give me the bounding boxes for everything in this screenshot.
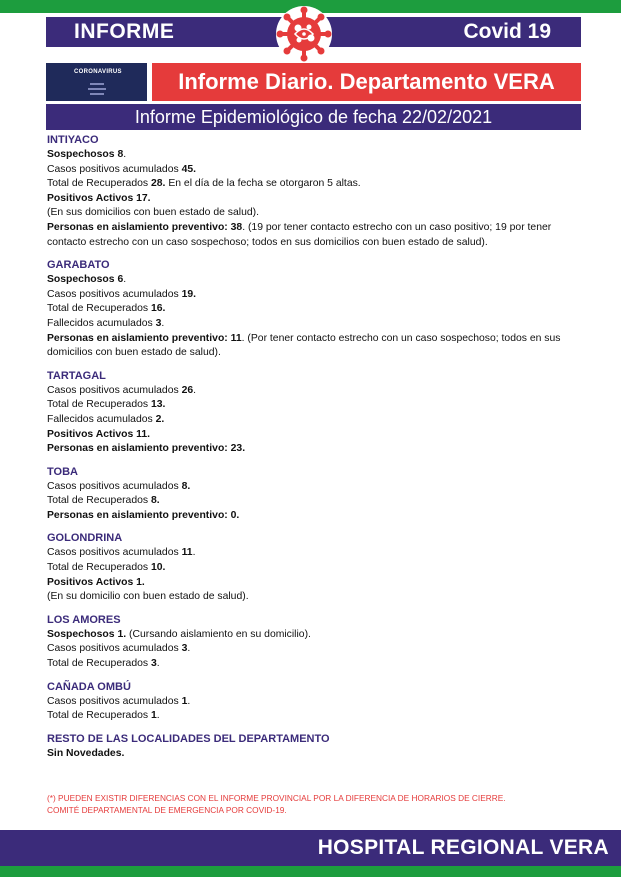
report-line-segment: Total de Recuperados: [47, 710, 151, 722]
report-line-segment: .: [192, 547, 196, 559]
report-line: [47, 747, 567, 762]
report-line-segment: En el día de la fecha se otorgaron 5 altas.: [165, 178, 361, 190]
report-line-segment: 3: [155, 317, 162, 329]
report-line: [47, 332, 567, 361]
subtitle-bar: [46, 104, 581, 130]
coronavirus-thumbnail: [46, 63, 147, 101]
virus-logo-icon: [276, 6, 332, 62]
report-line: [47, 561, 567, 576]
report-line-segment: 45.: [181, 163, 197, 175]
locality-name: TOBA: [47, 465, 78, 478]
report-line-segment: .: [193, 384, 197, 396]
report-line: [47, 709, 567, 724]
locality-name: GARABATO: [47, 259, 110, 272]
report-line-segment: 1: [181, 695, 188, 707]
report-line-segment: Positivos Activos 17.: [47, 192, 151, 204]
report-line-segment: Casos positivos acumulados: [47, 480, 182, 492]
report-line-segment: 13.: [150, 399, 166, 411]
page-title: Informe Diario. Departamento VERA: [178, 69, 555, 94]
report-line-segment: Fallecidos acumulados: [47, 317, 156, 329]
report-line-segment: . (Por tener contacto estrecho con un caso sospechoso; todos en sus domicilios con buen estado de salud).: [47, 332, 561, 359]
locality-section: [47, 680, 567, 724]
report-line-segment: 2.: [155, 413, 165, 425]
title-banner: [152, 63, 581, 101]
footer-bar: [0, 830, 621, 866]
report-line-segment: Sospechosos 6: [47, 274, 124, 286]
locality-name: TARTAGAL: [47, 369, 106, 382]
report-line: [47, 590, 567, 605]
report-line-segment: . (19 por tener contacto estrecho con un caso positivo; 19 por tener contacto estrecho con un caso sospechoso; todos en sus domicilios con buen estado de salud).: [47, 221, 552, 248]
locality-section: [47, 613, 567, 672]
report-content: [47, 133, 567, 769]
report-line: [47, 413, 567, 428]
report-line-segment: Personas en aislamiento preventivo: 23.: [47, 443, 246, 455]
report-line-segment: Casos positivos acumulados: [47, 163, 182, 175]
report-line-segment: Total de Recuperados: [47, 399, 151, 411]
report-line: [47, 442, 567, 457]
report-line-segment: Casos positivos acumulados: [47, 695, 182, 707]
locality-section: [47, 531, 567, 604]
report-line: [47, 695, 567, 710]
footnote-line: COMITÉ DEPARTAMENTAL DE EMERGENCIA POR COVID-19.: [47, 805, 287, 815]
report-line-segment: 3: [150, 658, 157, 670]
report-line-segment: (En sus domicilios con buen estado de salud).: [47, 207, 259, 219]
report-line-segment: 1: [150, 710, 157, 722]
report-line: [47, 480, 567, 495]
report-line: [47, 192, 567, 207]
report-line-segment: Sospechosos 1.: [47, 628, 127, 640]
report-line-segment: .: [187, 695, 191, 707]
report-line-segment: Casos positivos acumulados: [47, 288, 182, 300]
locality-section: [47, 369, 567, 457]
report-line-segment: Positivos Activos 11.: [47, 428, 150, 440]
report-line: [47, 273, 567, 288]
report-line-segment: .: [156, 710, 160, 722]
header-right-label: Covid 19: [463, 20, 551, 43]
report-line-segment: 8: [117, 149, 124, 160]
locality-name: RESTO DE LAS LOCALIDADES DEL DEPARTAMENTO: [47, 732, 330, 745]
locality-name: INTIYACO: [47, 134, 99, 146]
locality-section: [47, 732, 567, 762]
report-line: [47, 221, 567, 250]
report-line-segment: Sin Novedades.: [47, 747, 125, 759]
report-line-segment: Casos positivos acumulados: [47, 547, 182, 559]
report-line-segment: 10.: [150, 562, 166, 574]
footnote-line: (*) PUEDEN EXISTIR DIFERENCIAS CON EL INFORME PROVINCIAL POR LA DIFERENCIA DE HORARIOS DE CIERRE.: [47, 793, 506, 803]
report-line: [47, 494, 567, 509]
report-line: [47, 163, 567, 178]
report-line-segment: (Cursando aislamiento en su domicilio).: [126, 628, 311, 640]
report-line-segment: 11: [181, 547, 193, 559]
report-line: [47, 576, 567, 591]
thumbnail-label: CORONAVIRUS: [74, 69, 122, 75]
report-line-segment: Total de Recuperados: [47, 495, 151, 507]
locality-section: [47, 258, 567, 361]
report-line-segment: Total de Recuperados: [47, 303, 151, 315]
report-line-segment: Casos positivos acumulados: [47, 643, 182, 655]
report-line-segment: Personas en aislamiento preventivo: 11: [47, 332, 242, 344]
report-line-segment: Total de Recuperados: [47, 562, 151, 574]
report-line: [47, 509, 567, 524]
thumbnail-line: [90, 93, 104, 95]
report-line-segment: 26: [181, 384, 194, 396]
report-line-segment: 19.: [181, 288, 197, 300]
report-line-segment: Total de Recuperados: [47, 178, 151, 190]
report-line: [47, 384, 567, 399]
report-line: [47, 206, 567, 221]
locality-section: [47, 133, 567, 250]
locality-section: [47, 465, 567, 524]
report-line-segment: 28.: [150, 178, 166, 190]
thumbnail-line: [88, 88, 106, 90]
report-line: [47, 428, 567, 443]
report-line: [47, 398, 567, 413]
locality-name: GOLONDRINA: [47, 532, 123, 545]
locality-name: CAÑADA OMBÚ: [47, 680, 131, 693]
report-line-segment: .: [187, 643, 191, 655]
report-line-segment: Fallecidos acumulados: [47, 413, 156, 425]
report-line-segment: .: [123, 149, 127, 160]
report-line-segment: Total de Recuperados: [47, 658, 151, 670]
report-line-segment: Sospechosos: [47, 149, 118, 160]
report-line-segment: Personas en aislamiento preventivo: 38: [47, 221, 243, 233]
report-line-segment: Personas en aislamiento preventivo: 0.: [47, 509, 240, 521]
report-line: [47, 317, 567, 332]
report-line-segment: 8.: [181, 480, 191, 492]
report-line-segment: 8.: [150, 495, 160, 507]
report-line: [47, 148, 567, 163]
report-line-segment: 3: [181, 643, 188, 655]
report-line: [47, 546, 567, 561]
report-line: [47, 288, 567, 303]
report-line: [47, 302, 567, 317]
report-line-segment: Positivos Activos 1.: [47, 576, 145, 588]
report-line-segment: .: [161, 317, 165, 329]
report-line-segment: .: [156, 658, 160, 670]
footer-hospital-name: HOSPITAL REGIONAL VERA: [317, 836, 609, 859]
report-line: [47, 177, 567, 192]
report-line-segment: Casos positivos acumulados: [47, 384, 182, 396]
report-line-segment: 16.: [150, 303, 166, 315]
report-line: [47, 642, 567, 657]
report-line: [47, 628, 567, 643]
report-line-segment: .: [123, 274, 127, 286]
footnotes: [47, 792, 587, 816]
report-date-subtitle: Informe Epidemiológico de fecha 22/02/2021: [134, 107, 493, 127]
report-line: [47, 657, 567, 672]
bottom-green-stripe: [0, 866, 621, 877]
header-left-label: INFORME: [74, 20, 175, 43]
thumbnail-line: [90, 83, 104, 85]
locality-name: LOS AMORES: [47, 613, 121, 626]
report-line-segment: (En su domicilio con buen estado de salud).: [47, 591, 249, 603]
